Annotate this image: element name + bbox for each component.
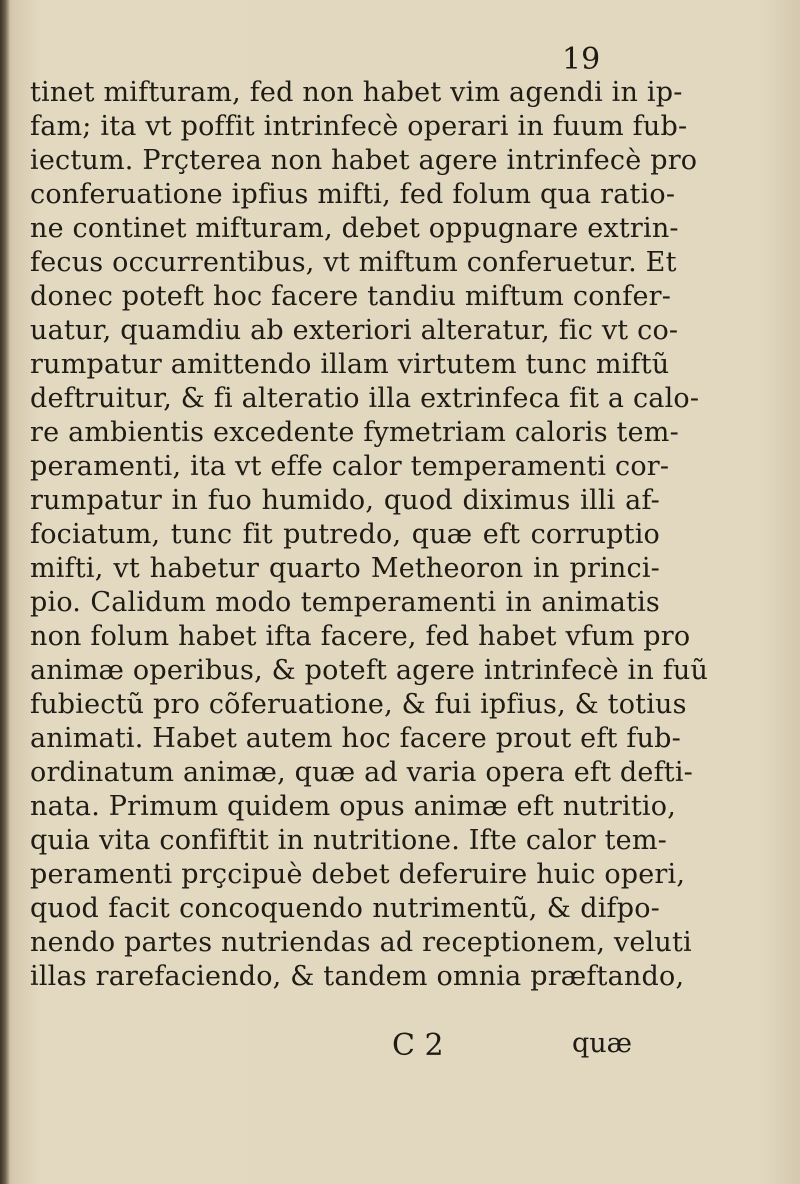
text-line: nata. Primum quidem opus animæ eft nutritio, [30, 791, 676, 822]
text-line: animæ operibus, & poteft agere intrinfecè in fuũ [30, 655, 709, 686]
text-line: tinet mifturam, fed non habet vim agendi in ip- [30, 77, 683, 108]
text-line: peramenti, ita vt effe calor temperamenti cor- [30, 451, 670, 482]
text-line: non folum habet ifta facere, fed habet vfum pro [30, 621, 691, 652]
text-line: animati. Habet autem hoc facere prout eft fub- [30, 723, 681, 754]
text-line: quod facit concoquendo nutrimentũ, & difpo- [30, 893, 660, 924]
text-line: ordinatum animæ, quæ ad varia opera eft defti- [30, 757, 694, 788]
text-line: fociatum, tunc fit putredo, quæ eft corruptio [30, 519, 660, 550]
text-line: conferuatione ipfius mifti, fed folum qua ratio- [30, 179, 676, 210]
page-footer [30, 1028, 660, 1062]
text-line: fam; ita vt poffit intrinfecè operari in fuum fub- [30, 111, 688, 142]
signature-mark: C 2 [392, 1028, 444, 1063]
text-line: fubiectũ pro cõferuatione, & fui ipfius, & totius [30, 689, 687, 720]
text-line: iectum. Prçterea non habet agere intrinfecè pro [30, 145, 698, 176]
text-line: illas rarefaciendo, & tandem omnia præftando, [30, 961, 685, 992]
text-line: ne continet mifturam, debet oppugnare extrin- [30, 213, 679, 244]
text-block [30, 76, 709, 994]
text-line: mifti, vt habetur quarto Metheoron in princi- [30, 553, 660, 584]
text-line: rumpatur amittendo illam virtutem tunc miftũ [30, 349, 670, 380]
text-line: fecus occurrentibus, vt miftum conferuetur. Et [30, 247, 677, 278]
text-line: rumpatur in fuo humido, quod diximus illi af- [30, 485, 660, 516]
page-number: 19 [562, 42, 601, 77]
catchword: quæ [572, 1028, 633, 1059]
text-line: deftruitur, & fi alteratio illa extrinfeca fit a calo- [30, 383, 700, 414]
text-line: pio. Calidum modo temperamenti in animatis [30, 587, 660, 618]
text-line: uatur, quamdiu ab exteriori alteratur, fic vt co- [30, 315, 679, 346]
text-line: re ambientis excedente fymetriam caloris tem- [30, 417, 679, 448]
text-line: quia vita confiftit in nutritione. Ifte calor tem- [30, 825, 667, 856]
text-line: nendo partes nutriendas ad receptionem, veluti [30, 927, 692, 958]
text-line: peramenti prçcipuè debet deferuire huic operi, [30, 859, 686, 890]
text-line: donec poteft hoc facere tandiu miftum confer- [30, 281, 672, 312]
binding-edge [0, 0, 10, 1184]
